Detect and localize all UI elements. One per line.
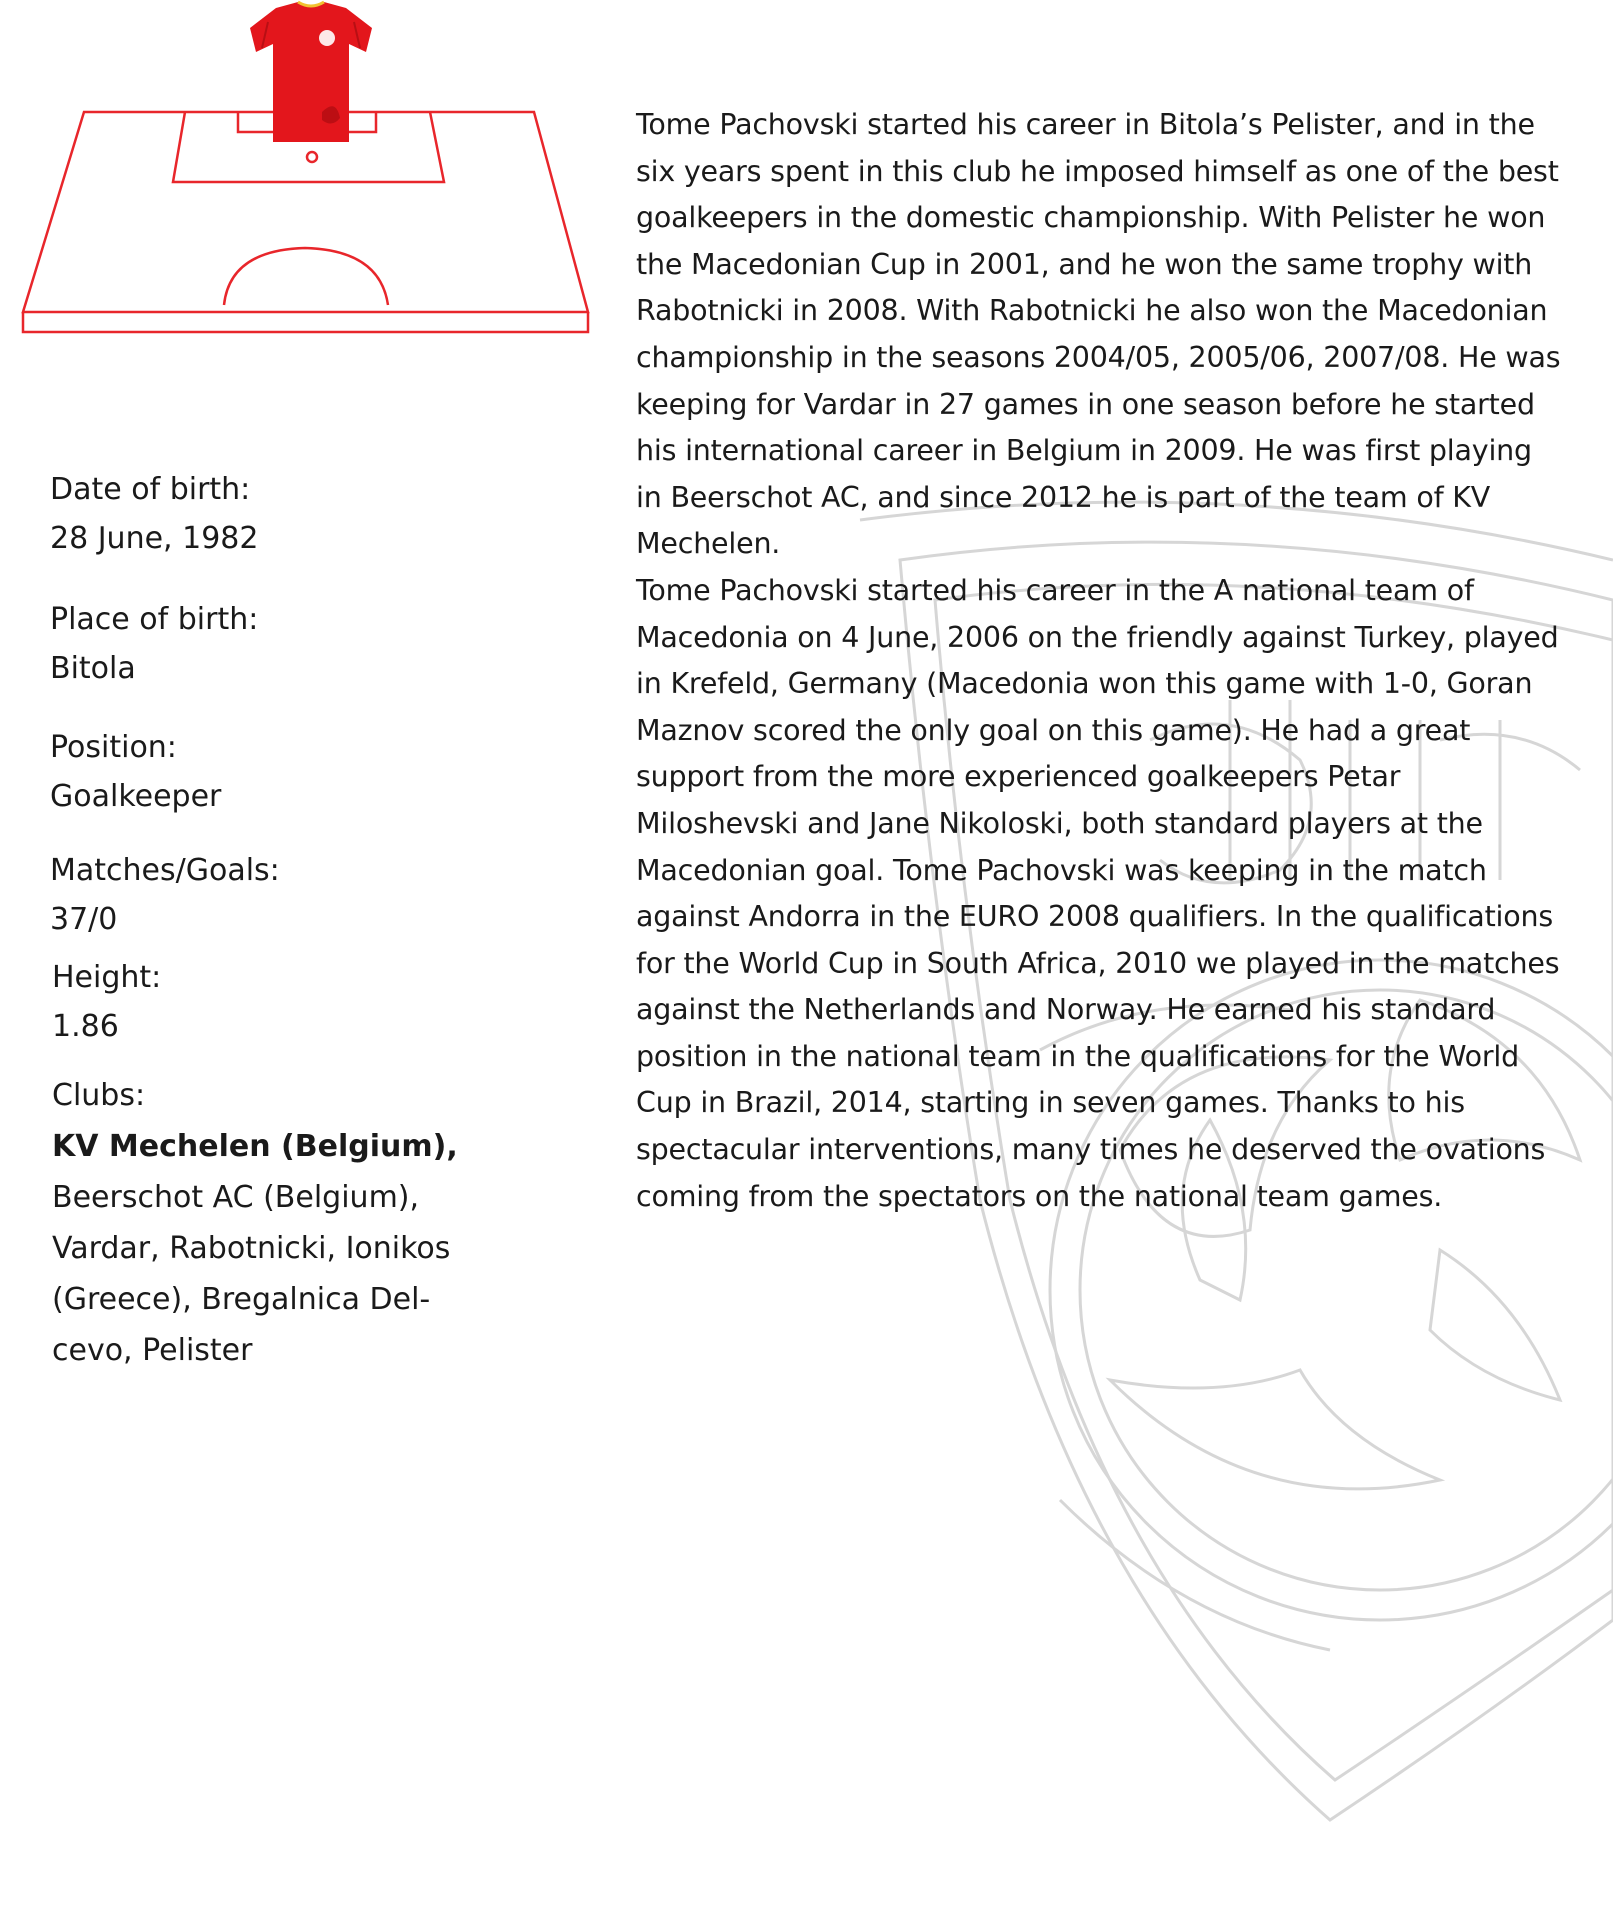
former-clubs-line-3: (Greece), Bregalnica Del- (52, 1282, 431, 1317)
goalkeeper-jersey-icon (250, 2, 372, 142)
date-of-birth-field (50, 465, 258, 563)
matches-goals-field (50, 846, 280, 944)
pitch-diagram-icon (0, 0, 620, 360)
position-label: Position: (50, 730, 177, 765)
pitch-side-edge (23, 312, 588, 332)
height-label: Height: (52, 960, 162, 995)
former-clubs-line-4: cevo, Pelister (52, 1333, 253, 1368)
date-of-birth-label: Date of birth: (50, 472, 251, 507)
position-value: Goalkeeper (50, 779, 222, 814)
height-field (52, 953, 161, 1051)
position-field (50, 723, 221, 821)
height-value: 1.86 (52, 1009, 119, 1044)
matches-goals-value: 37/0 (50, 902, 118, 937)
place-of-birth-field (50, 595, 258, 693)
biography-paragraph-2: Tome Pachovski started his career in the A national team of Macedonia on 4 June, 2006 on the friendly against Turkey, played in Krefeld, Germany (Macedonia won this game with 1-0, Goran Maznov scored the only goal on this game). He had a great support from the more experienced goalkeepers Petar Miloshevski and Jane Nikoloski, both standard players at the Macedonian goal. Tome Pachovski was keeping in the match against Andorra in the EURO 2008 qualifiers. In the qualifications for the World Cup in South Africa, 2010 we played in the matches against the Netherlands and Norway. He earned his standard position in the national team in the qualifications for the World Cup in Brazil, 2014, starting in seven games. Thanks to his spectacular interventions, many times he deserved the ovations coming from the spectators on the national team games. (636, 573, 1560, 1213)
clubs-field (52, 1071, 482, 1376)
penalty-spot (307, 152, 317, 162)
date-of-birth-value: 28 June, 1982 (50, 521, 259, 556)
biography (636, 102, 1566, 1220)
clubs-list (52, 1121, 482, 1376)
clubs-label: Clubs: (52, 1078, 146, 1113)
matches-goals-label: Matches/Goals: (50, 853, 280, 888)
place-of-birth-value: Bitola (50, 651, 136, 686)
former-clubs-line-2: Vardar, Rabotnicki, Ionikos (52, 1231, 451, 1266)
center-arc (224, 248, 388, 305)
place-of-birth-label: Place of birth: (50, 602, 259, 637)
biography-paragraph-1: Tome Pachovski started his career in Bitola’s Pelister, and in the six years spent in this club he imposed himself as one of the best goalkeepers in the domestic championship. With Pelister he won the Macedonian Cup in 2001, and he won the same trophy with Rabotnicki in 2008. With Rabotnicki he also won the Macedonian championship in the seasons 2004/05, 2005/06, 2007/08. He was keeping for Vardar in 27 games in one season before he started his international career in Belgium in 2009. He was first playing in Beerschot AC, and since 2012 he is part of the team of KV Mechelen. (636, 108, 1561, 561)
current-club: KV Mechelen (Belgium), (52, 1129, 458, 1164)
former-clubs-line-1: Beerschot AC (Belgium), (52, 1180, 420, 1215)
